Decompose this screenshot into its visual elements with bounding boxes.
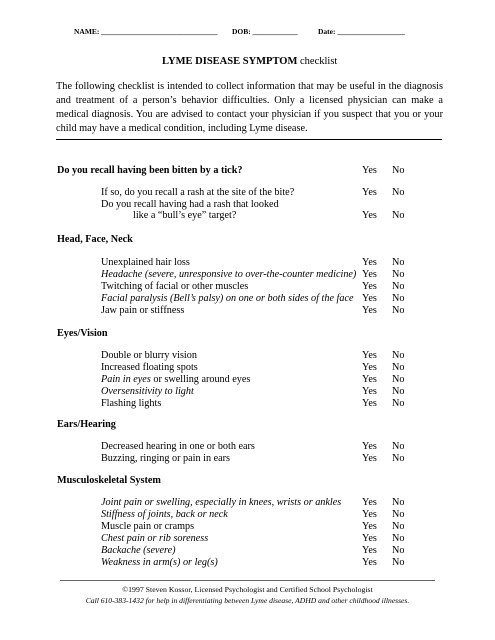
no-option[interactable]: No bbox=[392, 281, 405, 292]
symptom-item: Flashing lights bbox=[101, 398, 162, 409]
yes-option[interactable]: Yes bbox=[362, 281, 377, 292]
yes-option[interactable]: Yes bbox=[362, 293, 377, 304]
no-option[interactable]: No bbox=[392, 453, 405, 464]
yes-option[interactable]: Yes bbox=[362, 269, 377, 280]
no-option[interactable]: No bbox=[392, 521, 405, 532]
symptom-item-rest: or swelling around eyes bbox=[150, 374, 251, 385]
symptom-item bbox=[101, 374, 250, 385]
yes-option[interactable]: Yes bbox=[362, 374, 377, 385]
page-title bbox=[162, 56, 337, 67]
no-option[interactable]: No bbox=[392, 497, 405, 508]
symptom-item: Stiffness of joints, back or neck bbox=[101, 509, 228, 520]
symptom-item: Oversensitivity to light bbox=[101, 386, 194, 397]
symptom-item: Unexplained hair loss bbox=[101, 257, 190, 268]
no-option[interactable]: No bbox=[392, 165, 405, 176]
title-bold: LYME DISEASE SYMPTOM bbox=[162, 56, 298, 67]
footer-rule bbox=[60, 580, 435, 581]
no-option[interactable]: No bbox=[392, 386, 405, 397]
symptom-item: Increased floating spots bbox=[101, 362, 198, 373]
no-option[interactable]: No bbox=[392, 257, 405, 268]
yes-option[interactable]: Yes bbox=[362, 210, 377, 221]
date-field-label: Date: __________________ bbox=[318, 27, 405, 36]
yes-option[interactable]: Yes bbox=[362, 362, 377, 373]
title-rest: checklist bbox=[297, 56, 338, 67]
no-option[interactable]: No bbox=[392, 545, 405, 556]
no-option[interactable]: No bbox=[392, 509, 405, 520]
symptom-item: Buzzing, ringing or pain in ears bbox=[101, 453, 231, 464]
symptom-item: Decreased hearing in one or both ears bbox=[101, 441, 255, 452]
section-title-ears-hearing: Ears/Hearing bbox=[57, 419, 116, 430]
symptom-item: Joint pain or swelling, especially in knees, wrists or ankles bbox=[101, 497, 342, 508]
yes-option[interactable]: Yes bbox=[362, 187, 377, 198]
no-option[interactable]: No bbox=[392, 398, 405, 409]
no-option[interactable]: No bbox=[392, 269, 405, 280]
yes-option[interactable]: Yes bbox=[362, 386, 377, 397]
yes-option[interactable]: Yes bbox=[362, 257, 377, 268]
symptom-item-italic-part: Pain in eyes bbox=[101, 374, 151, 385]
symptom-item: Muscle pain or cramps bbox=[101, 521, 195, 532]
no-option[interactable]: No bbox=[392, 533, 405, 544]
yes-option[interactable]: Yes bbox=[362, 533, 377, 544]
yes-option[interactable]: Yes bbox=[362, 509, 377, 520]
bullseye-question-line2: like a “bull’s eye” target? bbox=[133, 210, 237, 221]
footer-copyright: ©1997 Steven Kossor, Licensed Psychologist and Certified School Psychologist bbox=[122, 585, 373, 594]
yes-option[interactable]: Yes bbox=[362, 441, 377, 452]
yes-option[interactable]: Yes bbox=[362, 398, 377, 409]
divider-rule bbox=[56, 139, 442, 140]
symptom-item: Jaw pain or stiffness bbox=[101, 305, 185, 316]
symptom-item: Facial paralysis (Bell’s palsy) on one or both sides of the face bbox=[101, 293, 354, 304]
symptom-item: Double or blurry vision bbox=[101, 350, 197, 361]
yes-option[interactable]: Yes bbox=[362, 165, 377, 176]
no-option[interactable]: No bbox=[392, 441, 405, 452]
no-option[interactable]: No bbox=[392, 305, 405, 316]
yes-option[interactable]: Yes bbox=[362, 350, 377, 361]
yes-option[interactable]: Yes bbox=[362, 521, 377, 532]
yes-option[interactable]: Yes bbox=[362, 557, 377, 568]
no-option[interactable]: No bbox=[392, 210, 405, 221]
dob-field-label: DOB: ____________ bbox=[232, 27, 298, 36]
rash-question: If so, do you recall a rash at the site of the bite? bbox=[101, 187, 295, 198]
yes-option[interactable]: Yes bbox=[362, 497, 377, 508]
no-option[interactable]: No bbox=[392, 187, 405, 198]
no-option[interactable]: No bbox=[392, 374, 405, 385]
no-option[interactable]: No bbox=[392, 350, 405, 361]
no-option[interactable]: No bbox=[392, 362, 405, 373]
section-title-musculoskeletal: Musculoskeletal System bbox=[57, 475, 161, 486]
name-field-label: NAME: _______________________________ bbox=[74, 27, 218, 36]
yes-option[interactable]: Yes bbox=[362, 305, 377, 316]
symptom-item: Backache (severe) bbox=[101, 545, 176, 556]
symptom-item: Twitching of facial or other muscles bbox=[101, 281, 249, 292]
symptom-item: Weakness in arm(s) or leg(s) bbox=[101, 557, 218, 568]
yes-option[interactable]: Yes bbox=[362, 545, 377, 556]
intro-paragraph: The following checklist is intended to collect information that may be useful in the diagnosis and treatment of a person’s behavior difficulties. Only a licensed physician can make a medical diagnosis. You are advised to contact your physician if you suspect that you or your child may have a medical condition, including Lyme disease. bbox=[56, 81, 443, 134]
symptom-item: Headache (severe, unresponsive to over-the-counter medicine) bbox=[101, 269, 357, 280]
no-option[interactable]: No bbox=[392, 293, 405, 304]
section-title-eyes-vision: Eyes/Vision bbox=[57, 328, 108, 339]
tick-question: Do you recall having been bitten by a tick? bbox=[57, 165, 243, 176]
section-title-head-face-neck: Head, Face, Neck bbox=[57, 234, 133, 245]
bullseye-question-line1: Do you recall having had a rash that looked bbox=[101, 199, 279, 210]
footer-contact: Call 610-383-1432 for help in differentiating between Lyme disease, ADHD and other childhood illnesses. bbox=[85, 596, 410, 605]
symptom-item: Chest pain or rib soreness bbox=[101, 533, 209, 544]
no-option[interactable]: No bbox=[392, 557, 405, 568]
yes-option[interactable]: Yes bbox=[362, 453, 377, 464]
